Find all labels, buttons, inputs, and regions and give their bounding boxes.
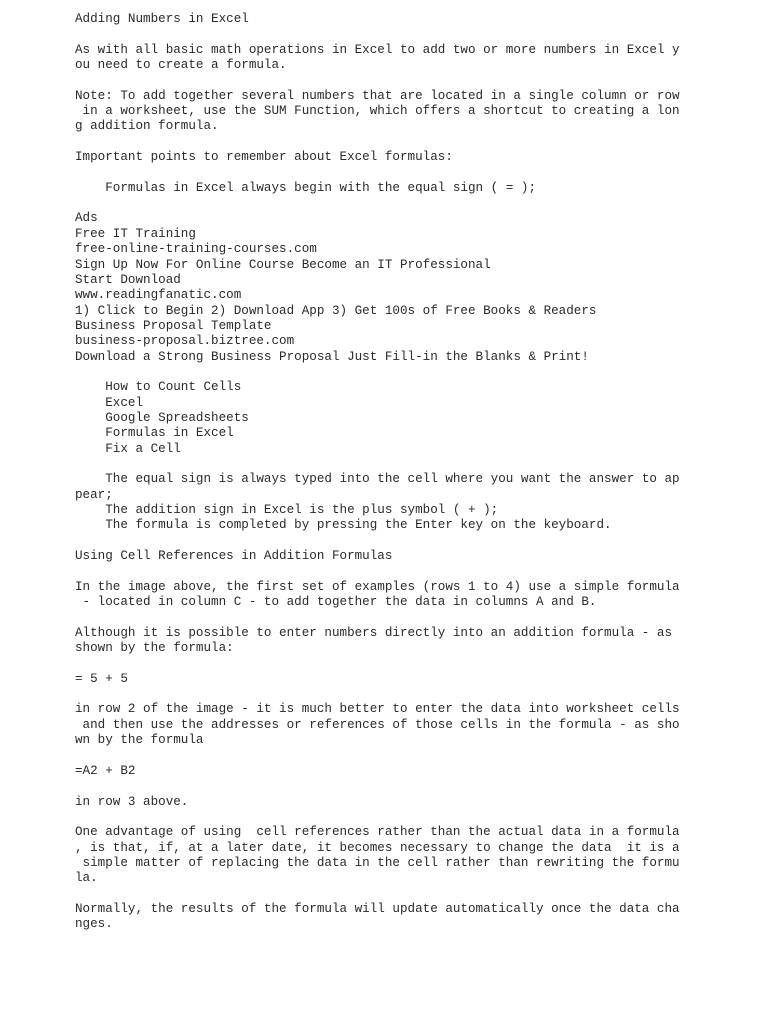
text-line: Ads	[75, 211, 98, 226]
text-line: in row 2 of the image - it is much better to enter the data into worksheet cells	[75, 702, 680, 717]
text-line: shown by the formula:	[75, 641, 234, 656]
document-text	[75, 12, 765, 933]
text-line	[75, 27, 765, 42]
text-line: How to Count Cells	[75, 380, 242, 395]
text-line: The formula is completed by pressing the Enter key on the keyboard.	[75, 518, 612, 533]
text-line	[75, 564, 765, 579]
text-line: =A2 + B2	[75, 763, 136, 778]
text-line: in a worksheet, use the SUM Function, which offers a shortcut to creating a lon	[75, 104, 680, 119]
text-line	[75, 779, 765, 794]
text-line: Business Proposal Template	[75, 318, 272, 333]
text-line	[75, 887, 765, 902]
text-line	[75, 457, 765, 472]
text-line: Free IT Training	[75, 226, 196, 241]
text-line: In the image above, the first set of examples (rows 1 to 4) use a simple formula	[75, 579, 680, 594]
text-line: The equal sign is always typed into the cell where you want the answer to ap	[75, 472, 680, 487]
text-line: Formulas in Excel	[75, 426, 234, 441]
text-line: in row 3 above.	[75, 794, 189, 809]
text-line: Using Cell References in Addition Formulas	[75, 549, 393, 564]
text-line: simple matter of replacing the data in the cell rather than rewriting the formu	[75, 855, 680, 870]
text-line	[75, 749, 765, 764]
text-line: As with all basic math operations in Excel to add two or more numbers in Excel y	[75, 42, 680, 57]
text-line: Download a Strong Business Proposal Just Fill-in the Blanks & Print!	[75, 349, 589, 364]
text-line: wn by the formula	[75, 733, 204, 748]
text-line: pear;	[75, 487, 113, 502]
text-line	[75, 196, 765, 211]
text-line: Excel	[75, 395, 144, 410]
text-line: Adding Numbers in Excel	[75, 12, 249, 26]
text-line: = 5 + 5	[75, 671, 128, 686]
text-line: Formulas in Excel always begin with the equal sign ( = );	[75, 180, 537, 195]
text-line	[75, 656, 765, 671]
text-line: Fix a Cell	[75, 441, 181, 456]
text-line	[75, 135, 765, 150]
text-line: business-proposal.biztree.com	[75, 334, 295, 349]
text-line	[75, 610, 765, 625]
text-line: www.readingfanatic.com	[75, 288, 242, 303]
text-line: la.	[75, 871, 98, 886]
text-line: - located in column C - to add together the data in columns A and B.	[75, 595, 597, 610]
text-line	[75, 365, 765, 380]
text-line: Although it is possible to enter numbers directly into an addition formula - as	[75, 625, 673, 640]
text-line: Normally, the results of the formula will update automatically once the data cha	[75, 901, 680, 916]
text-line: , is that, if, at a later date, it becomes necessary to change the data it is a	[75, 840, 680, 855]
text-line: The addition sign in Excel is the plus symbol ( + );	[75, 503, 499, 517]
text-line: Note: To add together several numbers that are located in a single column or row	[75, 88, 680, 103]
text-line: Google Spreadsheets	[75, 410, 249, 425]
text-line	[75, 534, 765, 549]
text-line: Important points to remember about Excel formulas:	[75, 150, 453, 165]
text-line: nges.	[75, 917, 113, 932]
text-line: free-online-training-courses.com	[75, 242, 317, 257]
text-line: and then use the addresses or references of those cells in the formula - as sho	[75, 717, 680, 732]
text-line: 1) Click to Begin 2) Download App 3) Get 100s of Free Books & Readers	[75, 303, 597, 318]
text-line: Start Download	[75, 272, 181, 287]
text-line: ou need to create a formula.	[75, 58, 287, 73]
text-line: Sign Up Now For Online Course Become an IT Professional	[75, 257, 491, 272]
text-line: g addition formula.	[75, 119, 219, 134]
text-line: One advantage of using cell references rather than the actual data in a formula	[75, 825, 680, 840]
text-line	[75, 165, 765, 180]
text-line	[75, 687, 765, 702]
text-line	[75, 73, 765, 88]
text-line	[75, 810, 765, 825]
